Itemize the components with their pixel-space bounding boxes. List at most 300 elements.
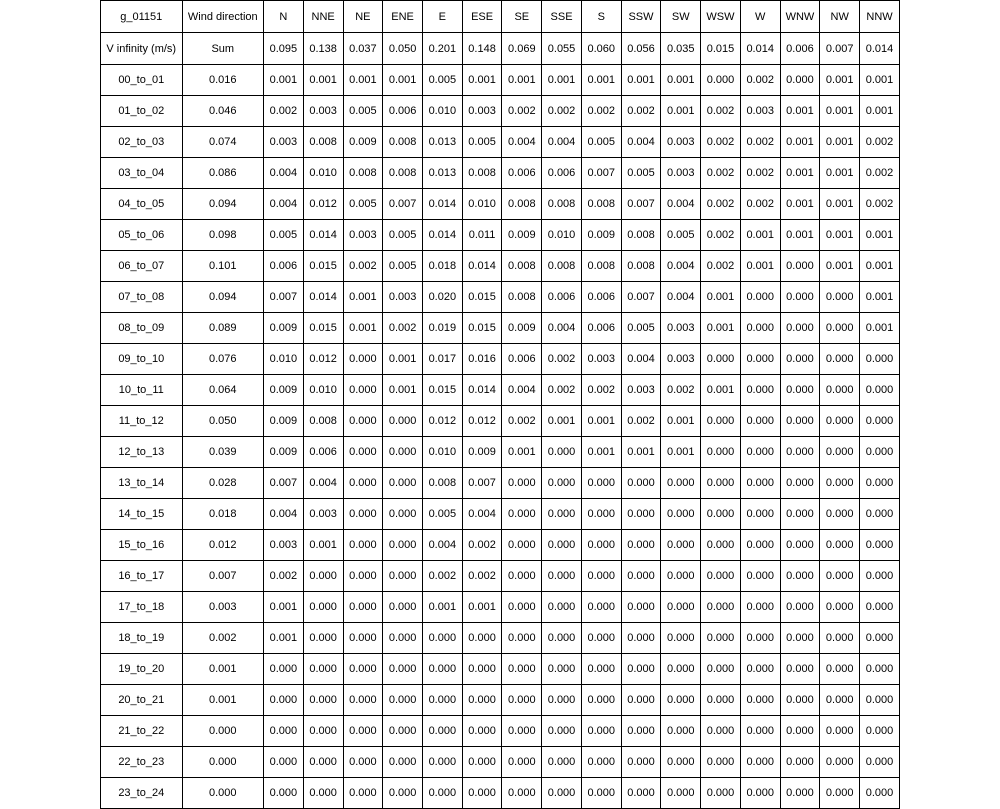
frequency-cell: 0.000: [740, 685, 780, 716]
speed-bin-sum: 0.012: [182, 530, 264, 561]
frequency-cell: 0.000: [303, 654, 343, 685]
frequency-cell: 0.000: [780, 437, 820, 468]
frequency-cell: 0.001: [303, 530, 343, 561]
frequency-cell: 0.001: [860, 65, 900, 96]
frequency-cell: 0.003: [343, 220, 383, 251]
frequency-cell: 0.001: [264, 623, 304, 654]
frequency-cell: 0.001: [820, 189, 860, 220]
frequency-cell: 0.003: [740, 96, 780, 127]
frequency-cell: 0.001: [264, 592, 304, 623]
frequency-cell: 0.001: [820, 127, 860, 158]
frequency-cell: 0.000: [462, 685, 502, 716]
frequency-cell: 0.002: [621, 406, 661, 437]
frequency-cell: 0.000: [820, 592, 860, 623]
frequency-cell: 0.000: [820, 778, 860, 809]
frequency-cell: 0.000: [860, 530, 900, 561]
frequency-cell: 0.002: [581, 375, 621, 406]
frequency-cell: 0.000: [740, 282, 780, 313]
direction-sum-cell: 0.035: [661, 33, 701, 65]
frequency-cell: 0.000: [542, 437, 582, 468]
frequency-cell: 0.000: [661, 778, 701, 809]
frequency-cell: 0.000: [740, 437, 780, 468]
frequency-cell: 0.003: [661, 158, 701, 189]
frequency-cell: 0.000: [343, 344, 383, 375]
frequency-cell: 0.002: [740, 127, 780, 158]
frequency-cell: 0.000: [383, 654, 423, 685]
frequency-cell: 0.015: [422, 375, 462, 406]
speed-bin-label: 22_to_23: [101, 747, 183, 778]
frequency-cell: 0.008: [422, 468, 462, 499]
frequency-cell: 0.000: [621, 623, 661, 654]
frequency-cell: 0.000: [343, 592, 383, 623]
frequency-cell: 0.000: [740, 561, 780, 592]
speed-bin-label: 07_to_08: [101, 282, 183, 313]
frequency-cell: 0.000: [462, 747, 502, 778]
frequency-cell: 0.000: [860, 468, 900, 499]
frequency-cell: 0.012: [303, 344, 343, 375]
speed-bin-label: 17_to_18: [101, 592, 183, 623]
table-row: [101, 65, 900, 96]
frequency-cell: 0.000: [264, 778, 304, 809]
speed-bin-label: 15_to_16: [101, 530, 183, 561]
frequency-cell: 0.001: [740, 251, 780, 282]
table-row: [101, 251, 900, 282]
frequency-cell: 0.000: [581, 778, 621, 809]
frequency-cell: 0.003: [383, 282, 423, 313]
frequency-cell: 0.000: [581, 468, 621, 499]
frequency-cell: 0.003: [303, 499, 343, 530]
frequency-cell: 0.002: [462, 561, 502, 592]
table-row: [101, 685, 900, 716]
frequency-cell: 0.001: [701, 282, 741, 313]
speed-bin-label: 16_to_17: [101, 561, 183, 592]
table-body: [101, 1, 900, 809]
table-row: [101, 623, 900, 654]
speed-bin-sum: 0.098: [182, 220, 264, 251]
speed-bin-label: 19_to_20: [101, 654, 183, 685]
frequency-cell: 0.000: [860, 716, 900, 747]
frequency-cell: 0.006: [542, 282, 582, 313]
frequency-cell: 0.002: [264, 561, 304, 592]
speed-bin-sum: 0.039: [182, 437, 264, 468]
frequency-cell: 0.004: [661, 282, 701, 313]
frequency-cell: 0.006: [502, 158, 542, 189]
table-row: [101, 778, 900, 809]
frequency-cell: 0.007: [581, 158, 621, 189]
frequency-cell: 0.008: [303, 406, 343, 437]
frequency-cell: 0.008: [621, 251, 661, 282]
frequency-cell: 0.000: [303, 561, 343, 592]
frequency-cell: 0.001: [860, 282, 900, 313]
frequency-cell: 0.000: [303, 592, 343, 623]
frequency-cell: 0.000: [740, 344, 780, 375]
frequency-cell: 0.000: [383, 592, 423, 623]
frequency-cell: 0.002: [422, 561, 462, 592]
frequency-cell: 0.008: [542, 189, 582, 220]
table-row: [101, 530, 900, 561]
frequency-cell: 0.000: [860, 654, 900, 685]
frequency-cell: 0.003: [264, 127, 304, 158]
frequency-cell: 0.000: [780, 282, 820, 313]
frequency-cell: 0.000: [542, 468, 582, 499]
frequency-cell: 0.000: [303, 778, 343, 809]
frequency-cell: 0.005: [343, 96, 383, 127]
frequency-cell: 0.001: [860, 96, 900, 127]
frequency-cell: 0.000: [820, 282, 860, 313]
speed-bin-label: 03_to_04: [101, 158, 183, 189]
frequency-cell: 0.007: [383, 189, 423, 220]
speed-bin-label: 23_to_24: [101, 778, 183, 809]
direction-header-w: W: [740, 1, 780, 33]
direction-sum-cell: 0.014: [860, 33, 900, 65]
direction-sum-cell: 0.050: [383, 33, 423, 65]
frequency-cell: 0.006: [502, 344, 542, 375]
speed-bin-label: 13_to_14: [101, 468, 183, 499]
sum-row: [101, 33, 900, 65]
frequency-cell: 0.008: [502, 282, 542, 313]
frequency-cell: 0.000: [422, 747, 462, 778]
speed-bin-label: 10_to_11: [101, 375, 183, 406]
table-row: [101, 499, 900, 530]
speed-bin-label: 05_to_06: [101, 220, 183, 251]
frequency-cell: 0.004: [661, 251, 701, 282]
frequency-cell: 0.001: [820, 96, 860, 127]
frequency-cell: 0.000: [780, 654, 820, 685]
frequency-cell: 0.000: [820, 530, 860, 561]
frequency-cell: 0.000: [264, 654, 304, 685]
frequency-cell: 0.000: [621, 778, 661, 809]
frequency-cell: 0.002: [542, 96, 582, 127]
frequency-cell: 0.010: [264, 344, 304, 375]
frequency-cell: 0.000: [343, 747, 383, 778]
frequency-cell: 0.000: [860, 499, 900, 530]
frequency-cell: 0.012: [422, 406, 462, 437]
frequency-cell: 0.000: [383, 468, 423, 499]
frequency-cell: 0.000: [780, 313, 820, 344]
direction-sum-cell: 0.138: [303, 33, 343, 65]
speed-bin-label: 09_to_10: [101, 344, 183, 375]
frequency-cell: 0.009: [502, 313, 542, 344]
frequency-cell: 0.000: [621, 592, 661, 623]
frequency-cell: 0.000: [820, 375, 860, 406]
frequency-cell: 0.006: [581, 282, 621, 313]
frequency-cell: 0.000: [621, 561, 661, 592]
table-row: [101, 127, 900, 158]
frequency-cell: 0.002: [264, 96, 304, 127]
speed-bin-sum: 0.101: [182, 251, 264, 282]
frequency-cell: 0.009: [462, 437, 502, 468]
frequency-cell: 0.000: [383, 437, 423, 468]
frequency-cell: 0.000: [661, 530, 701, 561]
frequency-cell: 0.000: [701, 561, 741, 592]
frequency-cell: 0.000: [581, 561, 621, 592]
direction-sum-cell: 0.055: [542, 33, 582, 65]
frequency-cell: 0.008: [343, 158, 383, 189]
frequency-cell: 0.000: [701, 623, 741, 654]
frequency-cell: 0.000: [383, 530, 423, 561]
frequency-cell: 0.015: [462, 282, 502, 313]
frequency-cell: 0.002: [740, 158, 780, 189]
frequency-cell: 0.005: [462, 127, 502, 158]
frequency-cell: 0.004: [542, 127, 582, 158]
frequency-cell: 0.010: [422, 96, 462, 127]
frequency-cell: 0.004: [621, 344, 661, 375]
speed-bin-sum: 0.094: [182, 282, 264, 313]
frequency-cell: 0.005: [621, 313, 661, 344]
table-row: [101, 716, 900, 747]
table-row: [101, 282, 900, 313]
frequency-cell: 0.007: [621, 189, 661, 220]
frequency-cell: 0.000: [502, 468, 542, 499]
frequency-cell: 0.000: [860, 685, 900, 716]
direction-header-s: S: [581, 1, 621, 33]
direction-header-se: SE: [502, 1, 542, 33]
frequency-cell: 0.001: [860, 220, 900, 251]
frequency-cell: 0.000: [422, 778, 462, 809]
speed-bin-label: 18_to_19: [101, 623, 183, 654]
frequency-cell: 0.002: [860, 189, 900, 220]
speed-bin-sum: 0.094: [182, 189, 264, 220]
frequency-cell: 0.000: [343, 716, 383, 747]
frequency-cell: 0.000: [780, 747, 820, 778]
frequency-cell: 0.000: [502, 561, 542, 592]
frequency-cell: 0.000: [780, 778, 820, 809]
frequency-cell: 0.000: [581, 530, 621, 561]
frequency-cell: 0.003: [661, 127, 701, 158]
table-row: [101, 158, 900, 189]
frequency-cell: 0.000: [264, 716, 304, 747]
frequency-cell: 0.001: [343, 282, 383, 313]
frequency-cell: 0.001: [383, 375, 423, 406]
frequency-cell: 0.001: [780, 158, 820, 189]
frequency-cell: 0.000: [820, 685, 860, 716]
frequency-cell: 0.000: [860, 344, 900, 375]
frequency-cell: 0.014: [303, 282, 343, 313]
frequency-cell: 0.000: [820, 437, 860, 468]
frequency-cell: 0.000: [661, 623, 701, 654]
frequency-cell: 0.001: [740, 220, 780, 251]
table-row: [101, 561, 900, 592]
frequency-cell: 0.000: [542, 778, 582, 809]
speed-column-label: V infinity (m/s): [101, 33, 183, 65]
direction-header-nne: NNE: [303, 1, 343, 33]
frequency-cell: 0.004: [502, 375, 542, 406]
frequency-cell: 0.001: [581, 406, 621, 437]
frequency-cell: 0.001: [264, 65, 304, 96]
frequency-cell: 0.000: [542, 530, 582, 561]
frequency-cell: 0.000: [502, 499, 542, 530]
direction-sum-cell: 0.201: [422, 33, 462, 65]
frequency-cell: 0.000: [502, 716, 542, 747]
frequency-cell: 0.001: [303, 65, 343, 96]
speed-bin-label: 02_to_03: [101, 127, 183, 158]
direction-header-nw: NW: [820, 1, 860, 33]
direction-sum-cell: 0.037: [343, 33, 383, 65]
speed-bin-label: 01_to_02: [101, 96, 183, 127]
direction-header-n: N: [264, 1, 304, 33]
frequency-cell: 0.000: [740, 313, 780, 344]
frequency-cell: 0.000: [422, 623, 462, 654]
direction-sum-cell: 0.007: [820, 33, 860, 65]
frequency-cell: 0.000: [621, 716, 661, 747]
frequency-cell: 0.000: [820, 716, 860, 747]
frequency-cell: 0.000: [343, 530, 383, 561]
frequency-cell: 0.009: [264, 375, 304, 406]
frequency-cell: 0.000: [740, 499, 780, 530]
frequency-cell: 0.008: [581, 189, 621, 220]
speed-bin-sum: 0.016: [182, 65, 264, 96]
frequency-cell: 0.000: [581, 747, 621, 778]
table-row: [101, 375, 900, 406]
speed-bin-sum: 0.086: [182, 158, 264, 189]
frequency-cell: 0.009: [581, 220, 621, 251]
frequency-cell: 0.004: [264, 158, 304, 189]
frequency-cell: 0.000: [621, 654, 661, 685]
frequency-cell: 0.004: [542, 313, 582, 344]
direction-sum-cell: 0.015: [701, 33, 741, 65]
frequency-cell: 0.002: [740, 65, 780, 96]
speed-bin-label: 20_to_21: [101, 685, 183, 716]
direction-header-sw: SW: [661, 1, 701, 33]
frequency-cell: 0.000: [701, 499, 741, 530]
frequency-cell: 0.000: [462, 654, 502, 685]
direction-sum-cell: 0.069: [502, 33, 542, 65]
frequency-cell: 0.000: [860, 437, 900, 468]
frequency-cell: 0.000: [780, 65, 820, 96]
frequency-cell: 0.008: [303, 127, 343, 158]
frequency-cell: 0.000: [264, 747, 304, 778]
frequency-cell: 0.010: [542, 220, 582, 251]
frequency-cell: 0.000: [343, 406, 383, 437]
frequency-cell: 0.000: [820, 561, 860, 592]
frequency-cell: 0.001: [820, 65, 860, 96]
speed-bin-sum: 0.003: [182, 592, 264, 623]
frequency-cell: 0.000: [542, 685, 582, 716]
frequency-cell: 0.000: [621, 685, 661, 716]
frequency-cell: 0.001: [422, 592, 462, 623]
frequency-cell: 0.002: [383, 313, 423, 344]
table-row: [101, 747, 900, 778]
speed-bin-sum: 0.001: [182, 685, 264, 716]
frequency-cell: 0.000: [661, 747, 701, 778]
frequency-cell: 0.001: [502, 437, 542, 468]
frequency-cell: 0.000: [780, 592, 820, 623]
frequency-cell: 0.002: [701, 251, 741, 282]
frequency-cell: 0.000: [780, 344, 820, 375]
frequency-cell: 0.000: [343, 654, 383, 685]
frequency-cell: 0.000: [860, 747, 900, 778]
frequency-cell: 0.005: [422, 65, 462, 96]
frequency-cell: 0.007: [621, 282, 661, 313]
frequency-cell: 0.000: [860, 406, 900, 437]
frequency-cell: 0.002: [502, 406, 542, 437]
frequency-cell: 0.000: [462, 778, 502, 809]
frequency-cell: 0.000: [701, 654, 741, 685]
frequency-cell: 0.008: [621, 220, 661, 251]
frequency-cell: 0.013: [422, 127, 462, 158]
frequency-cell: 0.000: [383, 716, 423, 747]
frequency-cell: 0.008: [502, 251, 542, 282]
frequency-cell: 0.000: [780, 251, 820, 282]
frequency-cell: 0.007: [462, 468, 502, 499]
frequency-cell: 0.000: [581, 623, 621, 654]
frequency-cell: 0.001: [661, 437, 701, 468]
frequency-cell: 0.000: [701, 592, 741, 623]
frequency-cell: 0.001: [502, 65, 542, 96]
frequency-cell: 0.011: [462, 220, 502, 251]
frequency-cell: 0.001: [820, 251, 860, 282]
frequency-cell: 0.000: [343, 468, 383, 499]
frequency-cell: 0.000: [740, 375, 780, 406]
frequency-cell: 0.000: [780, 716, 820, 747]
frequency-cell: 0.009: [264, 406, 304, 437]
frequency-cell: 0.004: [621, 127, 661, 158]
frequency-cell: 0.003: [581, 344, 621, 375]
frequency-cell: 0.000: [820, 468, 860, 499]
frequency-cell: 0.001: [343, 65, 383, 96]
frequency-cell: 0.000: [303, 623, 343, 654]
speed-bin-label: 08_to_09: [101, 313, 183, 344]
speed-bin-sum: 0.074: [182, 127, 264, 158]
direction-header-wsw: WSW: [701, 1, 741, 33]
frequency-cell: 0.010: [303, 158, 343, 189]
frequency-cell: 0.000: [740, 468, 780, 499]
frequency-cell: 0.000: [542, 592, 582, 623]
frequency-cell: 0.006: [264, 251, 304, 282]
frequency-cell: 0.000: [860, 623, 900, 654]
frequency-cell: 0.001: [860, 251, 900, 282]
frequency-cell: 0.000: [343, 375, 383, 406]
frequency-cell: 0.001: [621, 65, 661, 96]
frequency-cell: 0.000: [542, 623, 582, 654]
table-row: [101, 344, 900, 375]
frequency-cell: 0.003: [264, 530, 304, 561]
frequency-cell: 0.000: [462, 716, 502, 747]
frequency-cell: 0.001: [780, 127, 820, 158]
frequency-cell: 0.002: [343, 251, 383, 282]
frequency-cell: 0.001: [780, 220, 820, 251]
speed-bin-sum: 0.064: [182, 375, 264, 406]
frequency-cell: 0.014: [303, 220, 343, 251]
frequency-cell: 0.008: [383, 127, 423, 158]
frequency-cell: 0.003: [621, 375, 661, 406]
table-row: [101, 96, 900, 127]
frequency-cell: 0.000: [303, 685, 343, 716]
frequency-cell: 0.000: [701, 344, 741, 375]
frequency-cell: 0.001: [661, 406, 701, 437]
frequency-cell: 0.000: [661, 499, 701, 530]
frequency-cell: 0.002: [542, 344, 582, 375]
frequency-cell: 0.000: [383, 685, 423, 716]
frequency-cell: 0.000: [780, 468, 820, 499]
frequency-cell: 0.004: [264, 189, 304, 220]
frequency-cell: 0.000: [303, 747, 343, 778]
frequency-cell: 0.000: [860, 592, 900, 623]
frequency-cell: 0.000: [343, 623, 383, 654]
frequency-cell: 0.000: [542, 499, 582, 530]
frequency-cell: 0.000: [860, 375, 900, 406]
frequency-cell: 0.000: [740, 530, 780, 561]
direction-header-ne: NE: [343, 1, 383, 33]
frequency-cell: 0.014: [422, 220, 462, 251]
frequency-cell: 0.000: [383, 561, 423, 592]
frequency-cell: 0.000: [542, 561, 582, 592]
frequency-cell: 0.009: [264, 313, 304, 344]
speed-bin-label: 21_to_22: [101, 716, 183, 747]
frequency-cell: 0.000: [740, 716, 780, 747]
frequency-cell: 0.015: [462, 313, 502, 344]
speed-bin-sum: 0.050: [182, 406, 264, 437]
